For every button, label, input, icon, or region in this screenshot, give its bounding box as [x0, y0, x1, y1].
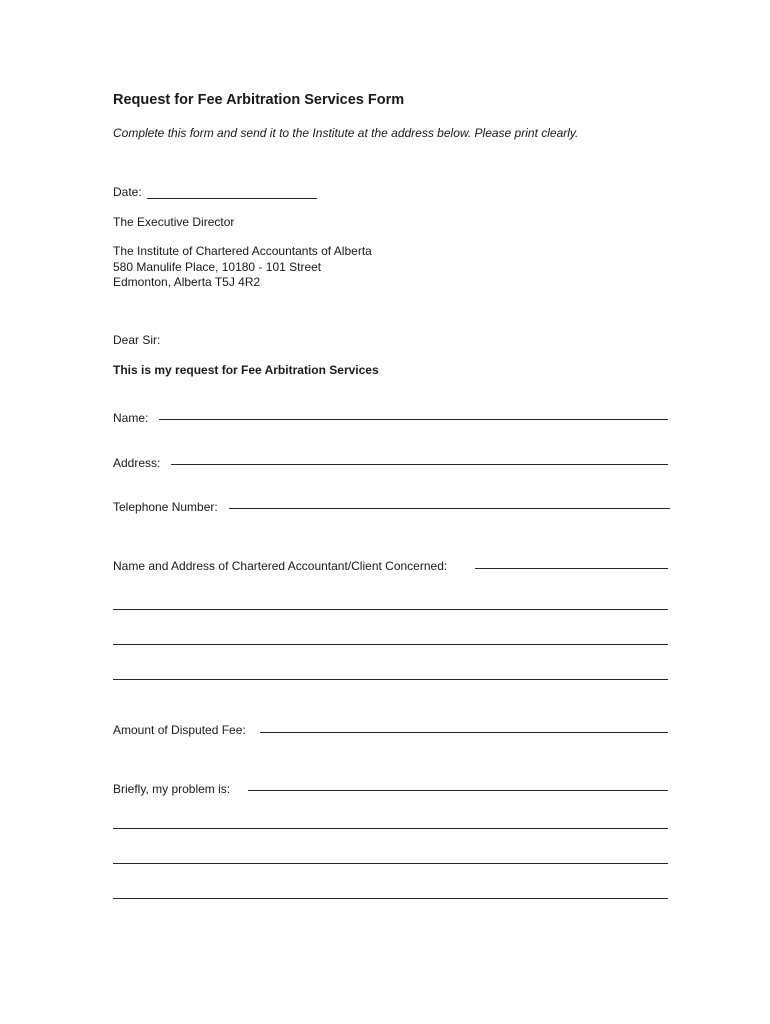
- address-label: Address:: [113, 456, 161, 470]
- recipient-address-line-3: Edmonton, Alberta T5J 4R2: [113, 275, 261, 289]
- accountant-field-line-4[interactable]: [113, 679, 668, 680]
- salutation: Dear Sir:: [113, 333, 161, 347]
- accountant-label: Name and Address of Chartered Accountant/Client Concerned:: [113, 559, 448, 573]
- recipient-address-line-2: 580 Manulife Place, 10180 - 101 Street: [113, 260, 322, 274]
- problem-field-line-2[interactable]: [113, 828, 668, 829]
- address-field[interactable]: [171, 464, 668, 465]
- accountant-field-line-2[interactable]: [113, 609, 668, 610]
- date-field[interactable]: [147, 198, 317, 199]
- name-field[interactable]: [159, 419, 668, 420]
- form-title: Request for Fee Arbitration Services Form: [113, 92, 405, 108]
- problem-label: Briefly, my problem is:: [113, 782, 231, 796]
- telephone-field[interactable]: [229, 508, 670, 509]
- disputed-fee-field[interactable]: [260, 732, 668, 733]
- request-statement: This is my request for Fee Arbitration Services: [113, 363, 379, 377]
- date-label: Date:: [113, 185, 142, 199]
- form-instruction: Complete this form and send it to the Institute at the address below. Please print clearly.: [113, 126, 579, 140]
- recipient-title: The Executive Director: [113, 215, 235, 229]
- accountant-field-line-1[interactable]: [475, 568, 668, 569]
- accountant-field-line-3[interactable]: [113, 644, 668, 645]
- problem-field-line-4[interactable]: [113, 898, 668, 899]
- problem-field-line-3[interactable]: [113, 863, 668, 864]
- recipient-address-line-1: The Institute of Chartered Accountants of Alberta: [113, 244, 372, 258]
- telephone-label: Telephone Number:: [113, 500, 218, 514]
- problem-field-line-1[interactable]: [248, 790, 668, 791]
- disputed-fee-label: Amount of Disputed Fee:: [113, 723, 246, 737]
- name-label: Name:: [113, 411, 149, 425]
